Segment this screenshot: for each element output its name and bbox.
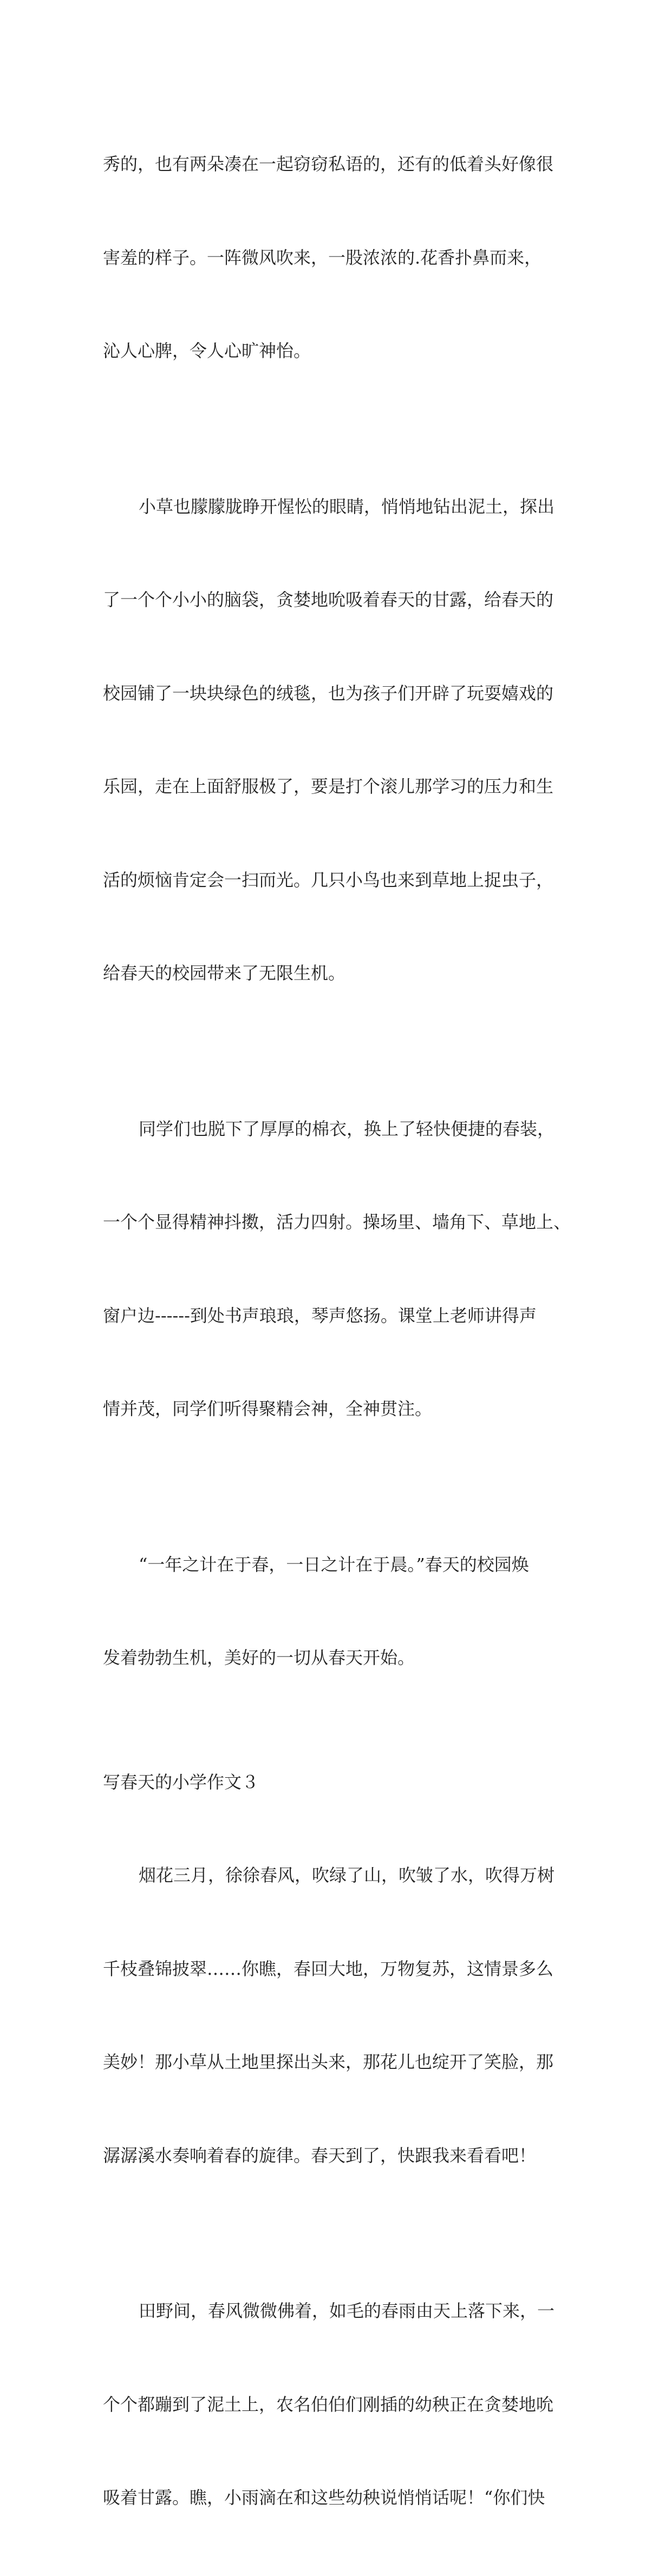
section-title: 写春天的小学作文３ <box>103 1771 259 1792</box>
paragraph <box>103 1798 574 2233</box>
paragraph <box>103 1487 574 1736</box>
text-line: 害羞的样子。一阵微风吹来，一股浓浓的.花香扑鼻而来， <box>103 247 542 268</box>
paragraph <box>103 1052 574 1487</box>
text-line: 千枝叠锦披翠……你瞧，春回大地，万物复苏，这情景多么 <box>103 1958 554 1979</box>
text-line: 活的烦恼肯定会一扫而光。几只小鸟也来到草地上捉虫子， <box>103 869 554 890</box>
text-line: 同学们也脱下了厚厚的棉衣，换上了轻快便捷的春装， <box>139 1118 555 1139</box>
text-line: 烟花三月，徐徐春风，吹绿了山，吹皱了水，吹得万树 <box>139 1865 555 1885</box>
text-line: “一年之计在于春，一日之计在于晨。”春天的校园焕 <box>139 1554 529 1575</box>
text-line: 给春天的校园带来了无限生机。 <box>103 963 346 983</box>
text-line: 小草也朦朦胧睁开惺忪的眼睛，悄悄地钻出泥土，探出 <box>139 496 555 517</box>
text-line: 吸着甘露。瞧，小雨滴在和这些幼秧说悄悄话呢！“你们快 <box>103 2487 545 2508</box>
text-line: 秀的，也有两朵凑在一起窃窃私语的，还有的低着头好像很 <box>103 154 554 174</box>
text-line: 乐园，走在上面舒服极了，要是打个滚儿那学习的压力和生 <box>103 776 554 797</box>
document-body <box>103 87 574 2576</box>
text-line: 发着勃勃生机，美好的一切从春天开始。 <box>103 1647 415 1668</box>
paragraph <box>103 87 574 429</box>
text-line: 校园铺了一块块绿色的绒毯，也为孩子们开辟了玩耍嬉戏的 <box>103 682 554 704</box>
text-line: 窗户边------到处书声琅琅，琴声悠扬。课堂上老师讲得声 <box>103 1305 537 1326</box>
text-line: 田野间，春风微微佛着，如毛的春雨由天上落下来，一 <box>139 2301 555 2321</box>
paragraph <box>103 429 574 1052</box>
text-line: 了一个个小小的脑袋，贪婪地吮吸着春天的甘露，给春天的 <box>103 589 554 610</box>
text-line: 一个个显得精神抖擞，活力四射。操场里、墙角下、草地上、 <box>103 1212 571 1232</box>
text-line: 美妙！那小草从土地里探出头来，那花儿也绽开了笑脸，那 <box>103 2052 554 2072</box>
text-line: 情并茂，同学们听得聚精会神，全神贯注。 <box>103 1398 433 1419</box>
text-line: 沁人心脾，令人心旷神怡。 <box>103 340 311 361</box>
text-line: 个个都蹦到了泥土上，农名伯伯们刚插的幼秧正在贪婪地吮 <box>103 2394 554 2415</box>
paragraph <box>103 2233 574 2576</box>
text-line: 潺潺溪水奏响着春的旋律。春天到了，快跟我来看看吧！ <box>103 2145 537 2166</box>
blank-line <box>103 1736 574 1767</box>
